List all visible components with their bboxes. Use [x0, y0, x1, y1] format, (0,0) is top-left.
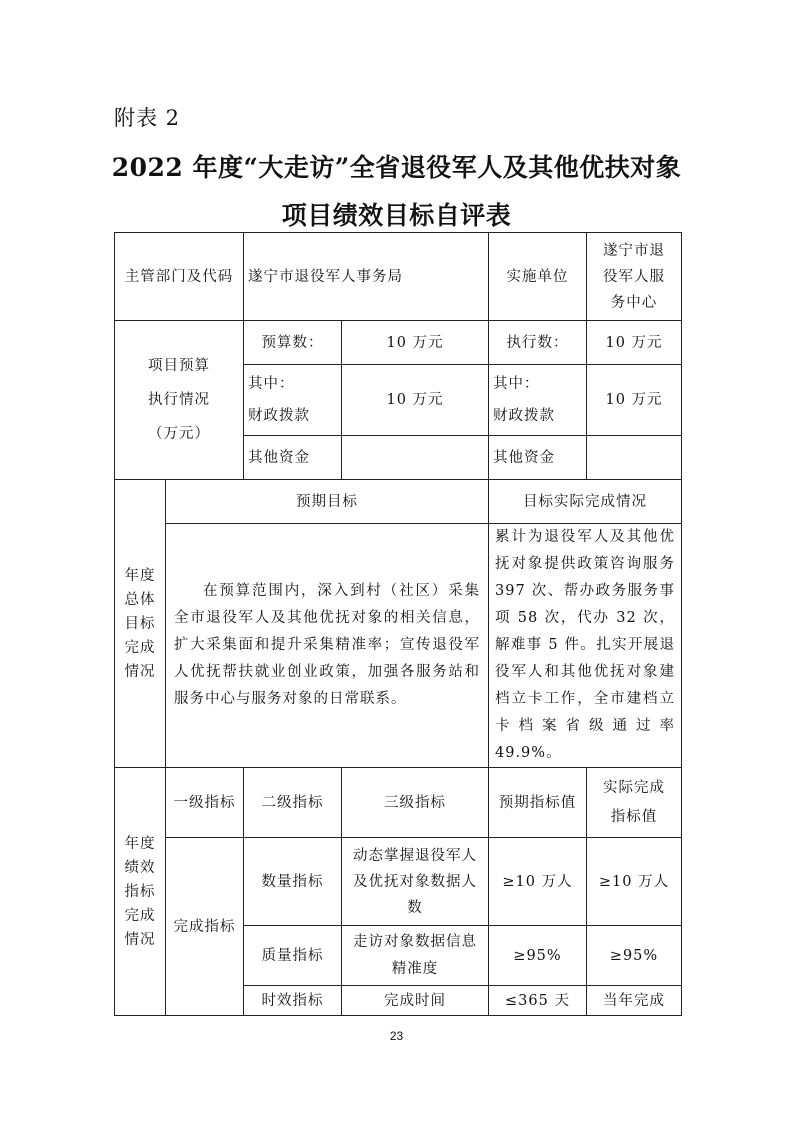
- exec-amount-label: 执行数：: [489, 321, 587, 365]
- budget-amount-value: 10 万元: [342, 321, 489, 365]
- actual-value: ≥95%: [587, 926, 682, 986]
- document-title-line2: 项目绩效目标自评表: [281, 201, 512, 230]
- performance-label-char: 完成: [124, 907, 156, 924]
- annual-goal-label: [115, 480, 166, 768]
- performance-label-char: 指标: [124, 883, 156, 900]
- level3-value: [342, 838, 489, 926]
- level2-value: 时效指标: [244, 986, 342, 1016]
- level3-value: [342, 926, 489, 986]
- level3-line: 及优抚对象数据人: [353, 873, 477, 890]
- document-title-line1: 2022 年度“大走访”全省退役军人及其他优扶对象: [111, 153, 682, 182]
- unit-value-line: 务中心: [610, 294, 658, 311]
- actual-goal-text: 累计为退役军人及其他优抚对象提供政策咨询服务 397 次、帮办政务服务事项 58 次，代办 32 次，解难事 5 件。扎实开展退役军人和其他优抚对象建档立卡工作，全市建档立卡档案省级通过率 49.9%。: [489, 524, 682, 768]
- level3-line: 动态掌握退役军人: [353, 847, 477, 864]
- unit-value-line: 遂宁市退: [603, 242, 665, 259]
- unit-label: 实施单位: [489, 233, 587, 321]
- level3-value: 完成时间: [342, 986, 489, 1016]
- budget-among-label: [244, 365, 342, 436]
- actual-header-line: 指标值: [610, 808, 658, 825]
- budget-label: [115, 321, 244, 480]
- budget-label-line: 项目预算: [148, 358, 210, 374]
- performance-table: [114, 232, 682, 1016]
- annual-goal-label-char: 年度: [124, 567, 156, 584]
- page-number: 23: [389, 1029, 404, 1043]
- annual-goal-label-char: 总体: [124, 591, 156, 608]
- fiscal-exec-value: 10 万元: [587, 365, 682, 436]
- expected-goal-header: 预期目标: [166, 480, 489, 524]
- indicator-row: [115, 838, 682, 926]
- level2-header: 二级指标: [244, 768, 342, 838]
- level3-line: 精准度: [391, 960, 439, 977]
- budget-label-line: （万元）: [148, 426, 210, 442]
- expected-value: ≥95%: [489, 926, 587, 986]
- expected-goal-text: [166, 524, 489, 768]
- level1-header: 一级指标: [166, 768, 244, 838]
- performance-label: [115, 768, 166, 1016]
- performance-label-char: 年度: [124, 835, 156, 852]
- fiscal-budget-value: 10 万元: [342, 365, 489, 436]
- expected-value: ≥10 万人: [489, 838, 587, 926]
- actual-value: ≥10 万人: [587, 838, 682, 926]
- expected-value: ≤365 天: [489, 986, 587, 1016]
- level3-line: 走访对象数据信息: [353, 933, 477, 950]
- department-row: [115, 233, 682, 321]
- actual-value: 当年完成: [587, 986, 682, 1016]
- budget-row: [115, 321, 682, 365]
- budget-among-line: 其中：: [248, 376, 295, 392]
- level3-header: 三级指标: [342, 768, 489, 838]
- exec-among-label: [489, 365, 587, 436]
- indicator-header-row: [115, 768, 682, 838]
- expected-value-header: 预期指标值: [489, 768, 587, 838]
- level2-value: 数量指标: [244, 838, 342, 926]
- other-funds-label: 其他资金: [244, 436, 342, 480]
- unit-value: [587, 233, 682, 321]
- unit-value-line: 役军人服: [603, 268, 665, 285]
- actual-value-header: [587, 768, 682, 838]
- exec-amount-value: 10 万元: [587, 321, 682, 365]
- annual-goal-content-row: [115, 524, 682, 768]
- annual-goal-header-row: [115, 480, 682, 524]
- other-funds-value: [342, 436, 489, 480]
- actual-header-line: 实际完成: [603, 779, 665, 796]
- level3-line: 数: [407, 899, 423, 916]
- budget-among-line: 财政拨款: [248, 408, 310, 424]
- other-funds-exec-label: 其他资金: [489, 436, 587, 480]
- annual-goal-label-char: 情况: [124, 663, 156, 680]
- budget-amount-label: 预算数：: [244, 321, 342, 365]
- annual-goal-label-char: 完成: [124, 639, 156, 656]
- appendix-label: 附表 2: [114, 106, 181, 130]
- other-funds-exec-value: [587, 436, 682, 480]
- exec-among-line: 财政拨款: [493, 408, 555, 424]
- actual-goal-header: 目标实际完成情况: [489, 480, 682, 524]
- performance-label-char: 情况: [124, 931, 156, 948]
- budget-label-line: 执行情况: [148, 392, 210, 408]
- level1-value: 完成指标: [166, 838, 244, 1016]
- level2-value: 质量指标: [244, 926, 342, 986]
- dept-value: 遂宁市退役军人事务局: [244, 233, 489, 321]
- exec-among-line: 其中：: [493, 376, 540, 392]
- performance-label-char: 绩效: [124, 859, 156, 876]
- expected-goal-paragraph: 在预算范围内，深入到村（社区）采集全市退役军人及其他优抚对象的相关信息，扩大采集面和提升采集精准率；宣传退役军人优抚帮扶就业创业政策，加强各服务站和服务中心与服务对象的日常联系。: [174, 583, 480, 707]
- annual-goal-label-char: 目标: [124, 615, 156, 632]
- dept-label: 主管部门及代码: [115, 233, 244, 321]
